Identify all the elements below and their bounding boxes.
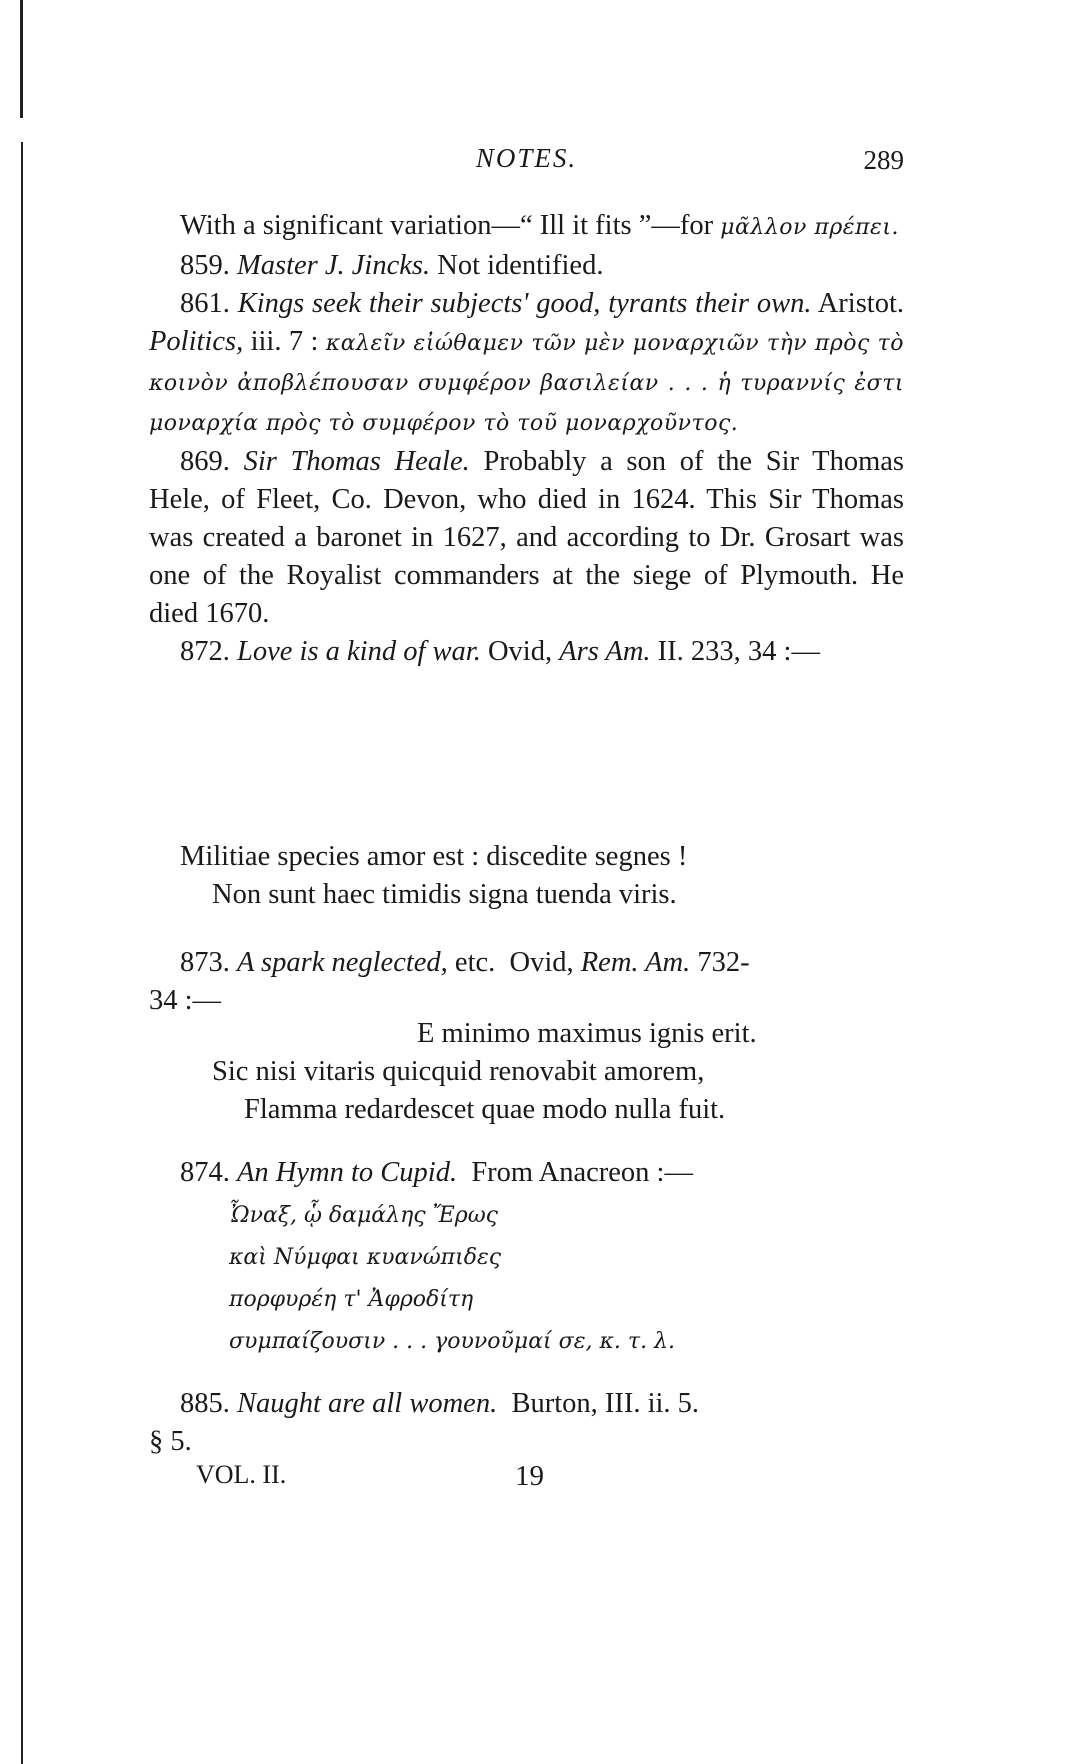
verse-line: Non sunt haec timidis signa tuenda viris. <box>212 879 677 910</box>
note-lemma: Master J. Jincks. <box>237 250 431 281</box>
note-number: 861. <box>180 288 230 319</box>
verse-line: Sic nisi vitaris quicquid renovabit amorem, <box>212 1056 705 1087</box>
note-text: Aristot. <box>817 288 905 319</box>
note-885 <box>149 1385 904 1461</box>
greek-verse-line: πορφυρέη τ' Ἀφροδίτη <box>229 1287 474 1312</box>
note-lemma: Love is a kind of war. <box>237 636 481 667</box>
note-873 <box>149 944 904 1020</box>
note-number: 874. <box>180 1157 230 1188</box>
greek-verse-line: συμπαίζουσιν . . . γουνοῦμαί σε, κ. τ. λ. <box>229 1329 675 1354</box>
note-number: 859. <box>180 250 230 281</box>
signature-mark: 19 <box>515 1460 544 1492</box>
continuation-greek: μᾶλλον πρέπει. <box>720 215 899 240</box>
note-lemma: An Hymn to Cupid. <box>237 1157 458 1188</box>
note-text: Probably a son of the Sir Thomas Hele, of Fleet, Co. Devon, who died in 1624. This Sir Thomas was created a baronet in 1627, and according to Dr. Grosart was one of the Royalist commanders at the siege of Plymouth. He died 1670. <box>149 446 904 629</box>
note-reference: iii. 7 : <box>250 326 319 357</box>
volume-signature: VOL. II. <box>196 1460 287 1489</box>
greek-verse-line: καὶ Νύμφαι κυανώπιδες <box>229 1245 502 1270</box>
note-859 <box>149 247 904 285</box>
note-number: 872. <box>180 636 230 667</box>
note-874 <box>149 1154 904 1192</box>
margin-rule-bottom <box>21 142 23 1764</box>
note-text: Not identified. <box>437 250 604 281</box>
note-lemma: A spark neglected, <box>237 947 448 978</box>
verse-line: Flamma redardescet quae modo nulla fuit. <box>244 1094 726 1125</box>
note-lemma: Sir Thomas Heale. <box>243 446 470 477</box>
work-title: Rem. Am. <box>580 947 691 978</box>
note-etc: etc. <box>454 947 496 978</box>
note-872 <box>149 633 904 671</box>
verse-line: Militiae species amor est : discedite segnes ! <box>180 841 688 872</box>
continuation-paragraph <box>149 207 904 247</box>
continuation-text: With a significant variation—“ Ill it fits ”—for <box>180 210 714 241</box>
note-861 <box>149 285 904 443</box>
note-reference-continued: § 5. <box>149 1426 192 1457</box>
note-reference: II. 233, 34 :— <box>657 636 820 667</box>
running-header <box>149 143 904 183</box>
note-reference: 732- <box>697 947 750 978</box>
page-number: 289 <box>863 145 904 175</box>
work-title: Politics, <box>149 326 244 357</box>
verse-line: E minimo maximus ignis erit. <box>417 1018 757 1049</box>
note-lemma: Kings seek their subjects' good, tyrants their own. <box>237 288 812 319</box>
margin-rule-top <box>20 0 23 118</box>
greek-quotation: καλεῖν εἰώθαμεν τῶν μὲν μοναρχιῶν τὴν πρὸς τὸ κοινὸν ἀποβλέπουσαν συμφέρον βασιλείαν . . . ἡ τυραννίς ἐστι μοναρχία πρὸς τὸ συμφέρον τὸ τοῦ μοναρχοῦντος. <box>149 331 904 436</box>
note-text: From Anacreon :— <box>471 1157 693 1188</box>
note-reference-continued: 34 :— <box>149 985 222 1016</box>
greek-verse-line: Ὦναξ, ᾧ δαμάλης Ἔρως <box>229 1203 498 1228</box>
note-869 <box>149 443 904 633</box>
note-number: 869. <box>180 446 230 477</box>
work-title: Ars Am. <box>559 636 651 667</box>
running-title: NOTES. <box>475 143 578 173</box>
note-text: Burton, III. ii. 5. <box>511 1388 700 1419</box>
note-lemma: Naught are all women. <box>237 1388 498 1419</box>
note-number: 873. <box>180 947 230 978</box>
note-text: Ovid, <box>487 636 553 667</box>
note-number: 885. <box>180 1388 230 1419</box>
notes-body-upper <box>149 207 904 671</box>
note-text: Ovid, <box>509 947 574 978</box>
